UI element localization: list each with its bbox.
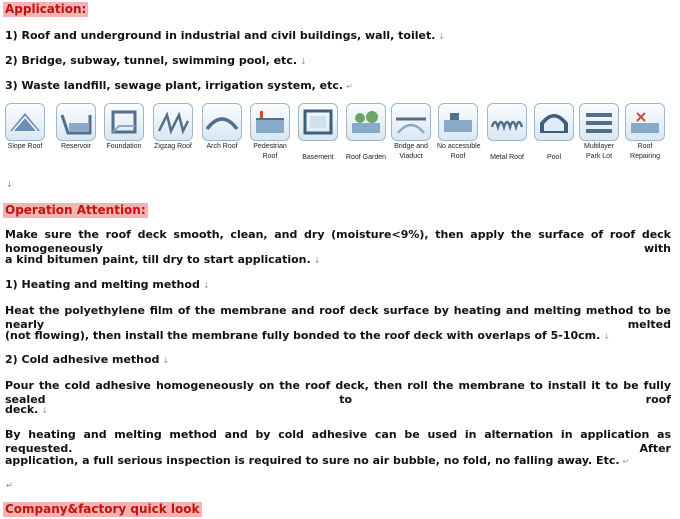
icon-label-pedestrian-roof: Pedestrian Roof [253, 143, 287, 160]
paragraph-mark: ↓ [6, 180, 13, 189]
operation-intro-line-2: a kind bitumen paint, till dry to start application. ↓ [5, 253, 321, 266]
arch-roof-icon [202, 103, 242, 141]
icon-cell-slope-roof [4, 103, 46, 152]
slope-roof-icon [5, 103, 45, 141]
icon-label-zigzag-roof: Zigzag Roof [154, 143, 192, 150]
application-heading-text: Application: [5, 2, 87, 16]
method-1-title: 1) Heating and melting method ↓ [5, 278, 210, 291]
zigzag-roof-icon [153, 103, 193, 141]
icon-cell-zigzag-roof [152, 103, 194, 152]
bridge-viaduct-icon [391, 103, 431, 141]
roof-garden-icon [346, 103, 386, 141]
icon-label-bridge-viaduct: Bridge and Viaduct [394, 143, 428, 160]
icon-cell-no-accessible-roof [437, 103, 479, 162]
company-heading [3, 502, 202, 517]
operation-intro-line-1: Make sure the roof deck smooth, clean, and dry (moisture<9%), then apply the surface of roof deck homogeneously with [5, 228, 671, 255]
application-item-3: 3) Waste landfill, sewage plant, irrigation system, etc. ↵ [5, 79, 353, 92]
no-accessible-roof-icon [438, 103, 478, 141]
company-heading-text: Company&factory quick look [5, 502, 200, 516]
icon-cell-roof-garden [345, 103, 387, 163]
operation-heading-text: Operation Attention: [5, 203, 146, 217]
method-2-line-1: Pour the cold adhesive homogeneously on the roof deck, then roll the membrane to install it to be fully sealed to roof [5, 379, 671, 406]
icon-cell-foundation [103, 103, 145, 152]
application-item-1-text: 1) Roof and underground in industrial and civil buildings, wall, toilet. [5, 29, 436, 42]
application-item-2: 2) Bridge, subway, tunnel, swimming pool, etc. ↓ [5, 54, 307, 67]
metal-roof-icon [487, 103, 527, 141]
icon-label-pool: Pool [546, 154, 561, 161]
icon-cell-bridge-viaduct [390, 103, 432, 162]
reservoir-icon [56, 103, 96, 141]
icon-cell-pedestrian-roof [249, 103, 291, 162]
application-icons-strip [4, 103, 668, 173]
icon-label-reservoir: Reservoir [61, 143, 91, 150]
icon-label-roof-repairing: Roof Repairing [630, 143, 660, 160]
multilayer-park-lot-icon [579, 103, 619, 141]
icon-label-multilayer-park-lot: Multilayer Park Lot [584, 143, 614, 160]
method-1-line-2: (not flowing), then install the membrane fully bonded to the roof deck with overlaps of 5-10cm. ↓ [5, 329, 611, 342]
foundation-icon [104, 103, 144, 141]
paragraph-mark-2: ↵ [6, 481, 13, 490]
icon-cell-multilayer-park-lot [578, 103, 620, 162]
application-heading [3, 2, 88, 17]
icon-label-no-accessible-roof: No accessible Roof [437, 143, 481, 160]
icon-label-foundation: Foundation [106, 143, 142, 150]
operation-heading [3, 203, 148, 218]
icon-label-roof-garden: Roof Garden [345, 154, 387, 161]
application-item-1: 1) Roof and underground in industrial and civil buildings, wall, toilet. ↓ [5, 29, 446, 42]
icon-label-slope-roof: Slope Roof [7, 143, 43, 150]
application-item-3-text: 3) Waste landfill, sewage plant, irrigation system, etc. [5, 79, 344, 92]
icon-cell-basement [297, 103, 339, 163]
icon-cell-arch-roof [201, 103, 243, 152]
icon-cell-metal-roof [486, 103, 528, 163]
icon-cell-roof-repairing [624, 103, 666, 162]
icon-label-basement: Basement [302, 154, 334, 161]
basement-icon [298, 103, 338, 141]
roof-repairing-icon [625, 103, 665, 141]
pedestrian-roof-icon [250, 103, 290, 141]
icon-label-metal-roof: Metal Roof [490, 154, 524, 161]
method-2-line-2: deck. ↓ [5, 403, 49, 416]
icon-cell-pool [533, 103, 575, 163]
method-2-title: 2) Cold adhesive method ↓ [5, 353, 170, 366]
pool-icon [534, 103, 574, 141]
final-line-2: application, a full serious inspection is required to sure no air bubble, no fold, no falling away. Etc. ↵ [5, 454, 630, 467]
final-line-1: By heating and melting method and by cold adhesive can be used in alternation in application as requested. After [5, 428, 671, 455]
method-1-line-1: Heat the polyethylene film of the membrane and roof deck surface by heating and melting method to be nearly melted [5, 304, 671, 331]
icon-cell-reservoir [55, 103, 97, 152]
application-item-2-text: 2) Bridge, subway, tunnel, swimming pool, etc. [5, 54, 298, 67]
icon-label-arch-roof: Arch Roof [206, 143, 238, 150]
